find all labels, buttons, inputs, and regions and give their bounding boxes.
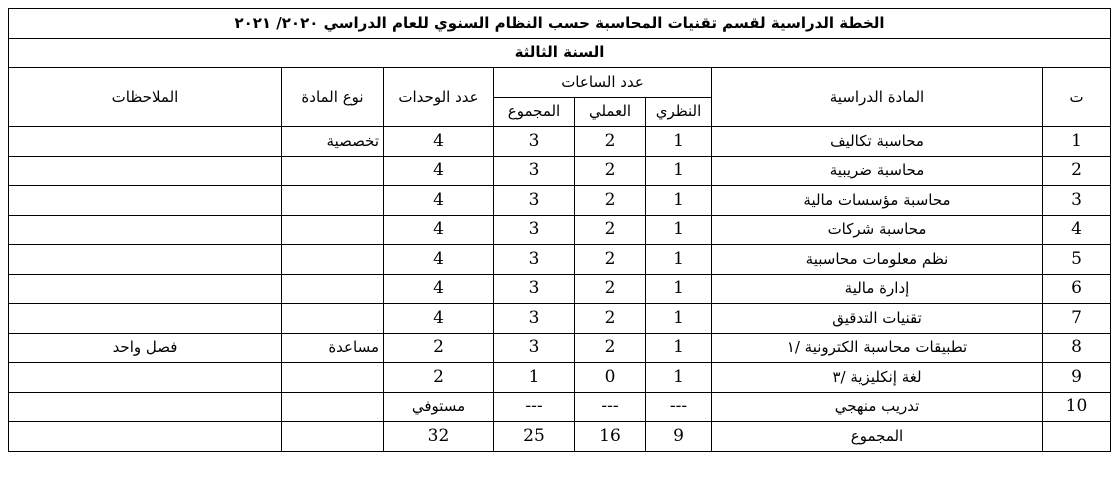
cell-subject: المجموع: [712, 422, 1043, 452]
cell-num: 5: [1043, 245, 1111, 275]
table-row: [9, 127, 1111, 157]
table-row: [9, 363, 1111, 393]
cell-theory: 1: [646, 215, 712, 245]
cell-notes: [9, 245, 282, 275]
cell-theory: 1: [646, 274, 712, 304]
cell-type: مساعدة: [282, 333, 384, 363]
table-row: [9, 156, 1111, 186]
cell-notes: [9, 274, 282, 304]
table-row: [9, 304, 1111, 334]
cell-units: مستوفي: [384, 392, 494, 422]
cell-theory: 1: [646, 363, 712, 393]
cell-type: [282, 245, 384, 275]
cell-type: [282, 215, 384, 245]
cell-subject: إدارة مالية: [712, 274, 1043, 304]
cell-units: 4: [384, 245, 494, 275]
year-label: السنة الثالثة: [9, 38, 1111, 68]
cell-practical: 2: [575, 333, 646, 363]
year-row: [9, 38, 1111, 68]
cell-theory: 9: [646, 422, 712, 452]
cell-theory: 1: [646, 333, 712, 363]
cell-num: 4: [1043, 215, 1111, 245]
cell-units: 2: [384, 363, 494, 393]
cell-notes: [9, 156, 282, 186]
cell-num: 6: [1043, 274, 1111, 304]
cell-notes: [9, 304, 282, 334]
cell-subject: تدريب منهجي: [712, 392, 1043, 422]
cell-units: 4: [384, 274, 494, 304]
header-total: المجموع: [494, 97, 575, 127]
cell-subject: تطبيقات محاسبة الكترونية /١: [712, 333, 1043, 363]
cell-subject: تقنيات التدقيق: [712, 304, 1043, 334]
cell-total: 3: [494, 333, 575, 363]
cell-num: [1043, 422, 1111, 452]
cell-type: تخصصية: [282, 127, 384, 157]
header-row-1: [9, 68, 1111, 98]
cell-practical: 2: [575, 215, 646, 245]
cell-theory: ---: [646, 392, 712, 422]
cell-num: 10: [1043, 392, 1111, 422]
table-row: [9, 215, 1111, 245]
cell-units: 4: [384, 127, 494, 157]
cell-subject: محاسبة شركات: [712, 215, 1043, 245]
table-row: [9, 186, 1111, 216]
cell-total: 3: [494, 186, 575, 216]
cell-notes: [9, 127, 282, 157]
cell-notes: [9, 392, 282, 422]
cell-practical: 2: [575, 304, 646, 334]
cell-total: 3: [494, 127, 575, 157]
cell-total: 25: [494, 422, 575, 452]
cell-theory: 1: [646, 304, 712, 334]
cell-num: 3: [1043, 186, 1111, 216]
table-title: الخطة الدراسية لقسم تقنيات المحاسبة حسب النظام السنوي للعام الدراسي ٢٠٢٠/ ٢٠٢١: [9, 9, 1111, 39]
cell-subject: محاسبة ضريبية: [712, 156, 1043, 186]
cell-notes: فصل واحد: [9, 333, 282, 363]
table-row: [9, 245, 1111, 275]
cell-type: [282, 392, 384, 422]
cell-practical: 2: [575, 186, 646, 216]
cell-type: [282, 363, 384, 393]
header-theory: النظري: [646, 97, 712, 127]
cell-type: [282, 274, 384, 304]
cell-total: 1: [494, 363, 575, 393]
cell-practical: 2: [575, 156, 646, 186]
study-plan-document: [8, 8, 1110, 452]
cell-type: [282, 422, 384, 452]
cell-units: 4: [384, 186, 494, 216]
cell-num: 8: [1043, 333, 1111, 363]
header-num: ت: [1043, 68, 1111, 127]
cell-subject: لغة إنكليزية /٣: [712, 363, 1043, 393]
cell-subject: محاسبة مؤسسات مالية: [712, 186, 1043, 216]
title-row: [9, 9, 1111, 39]
cell-subject: محاسبة تكاليف: [712, 127, 1043, 157]
cell-practical: 2: [575, 127, 646, 157]
cell-total: ---: [494, 392, 575, 422]
table-row: [9, 274, 1111, 304]
cell-theory: 1: [646, 156, 712, 186]
cell-units: 4: [384, 215, 494, 245]
cell-theory: 1: [646, 127, 712, 157]
cell-units: 4: [384, 304, 494, 334]
cell-num: 2: [1043, 156, 1111, 186]
cell-notes: [9, 422, 282, 452]
cell-units: 32: [384, 422, 494, 452]
cell-total: 3: [494, 245, 575, 275]
cell-type: [282, 156, 384, 186]
header-practical: العملي: [575, 97, 646, 127]
cell-theory: 1: [646, 245, 712, 275]
header-type: نوع المادة: [282, 68, 384, 127]
header-subject: المادة الدراسية: [712, 68, 1043, 127]
cell-practical: 0: [575, 363, 646, 393]
cell-type: [282, 304, 384, 334]
cell-units: 4: [384, 156, 494, 186]
cell-type: [282, 186, 384, 216]
cell-total: 3: [494, 304, 575, 334]
header-units: عدد الوحدات: [384, 68, 494, 127]
total-row: [9, 422, 1111, 452]
study-plan-table: [8, 8, 1111, 452]
cell-num: 9: [1043, 363, 1111, 393]
cell-notes: [9, 363, 282, 393]
cell-notes: [9, 186, 282, 216]
header-hours-group: عدد الساعات: [494, 68, 712, 98]
cell-num: 7: [1043, 304, 1111, 334]
cell-total: 3: [494, 215, 575, 245]
table-row: [9, 392, 1111, 422]
cell-practical: 16: [575, 422, 646, 452]
cell-practical: 2: [575, 245, 646, 275]
cell-theory: 1: [646, 186, 712, 216]
cell-subject: نظم معلومات محاسبية: [712, 245, 1043, 275]
cell-total: 3: [494, 156, 575, 186]
cell-total: 3: [494, 274, 575, 304]
cell-practical: 2: [575, 274, 646, 304]
cell-num: 1: [1043, 127, 1111, 157]
header-notes: الملاحظات: [9, 68, 282, 127]
table-row: [9, 333, 1111, 363]
cell-practical: ---: [575, 392, 646, 422]
cell-notes: [9, 215, 282, 245]
cell-units: 2: [384, 333, 494, 363]
